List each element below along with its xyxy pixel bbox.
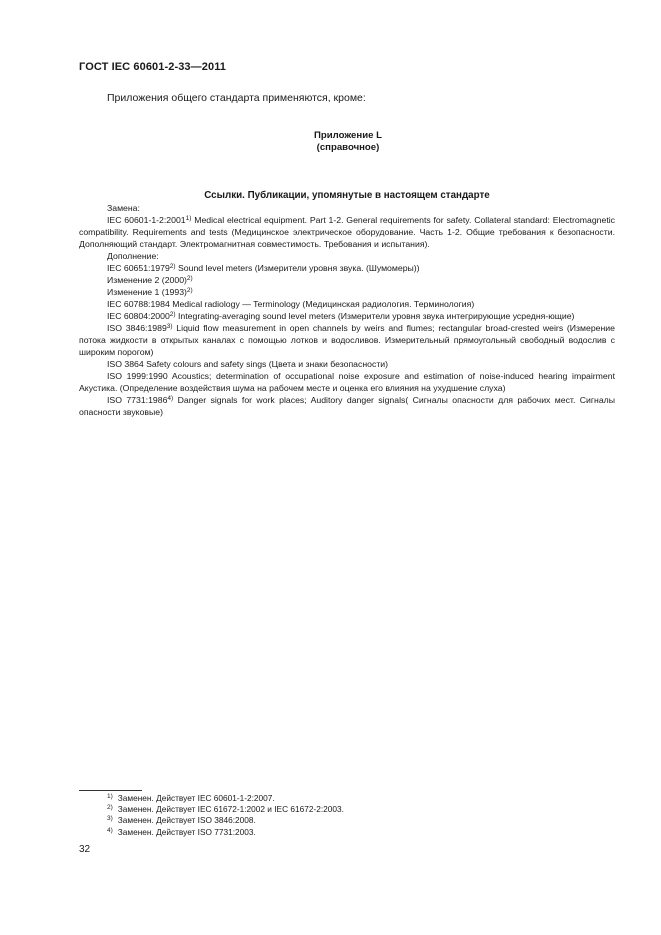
references-heading: Ссылки. Публикации, упомянутые в настоящем стандарте — [204, 190, 490, 201]
reference-title: Acoustics; determination of occupational noise exposure and estimation of noise-induced hearing impairment Акустика. (Определение воздействия шума на рабочем месте и оценка его влияния на ухудшение слуха) — [79, 371, 615, 393]
annex-status: (справочное) — [316, 142, 380, 153]
footnote-text: Заменен. Действует ISO 7731:2003. — [117, 826, 256, 837]
reference-entry — [79, 322, 615, 358]
reference-code: IEC 60601-1-2:2001 — [107, 215, 186, 225]
reference-entry — [79, 262, 615, 274]
reference-title: Danger signals for work places; Auditory danger signals( Сигналы опасности для рабочих мест. Сигналы опасности звуковые) — [79, 395, 615, 417]
reference-code: IEC 60788:1984 — [107, 299, 170, 309]
footnote — [107, 827, 615, 838]
reference-title: Safety colours and safety sings (Цвета и знаки безопасности) — [143, 359, 389, 369]
addition-list — [79, 262, 615, 418]
footnote-text: Заменен. Действует IEC 61672-1:2002 и IEC 61672-2:2003. — [117, 804, 344, 815]
annex-title: Приложение L — [314, 130, 382, 141]
reference-title: Sound level meters (Измерители уровня звука. (Шумомеры)) — [175, 263, 420, 273]
reference-entry — [79, 370, 615, 394]
footnote — [107, 804, 615, 815]
reference-code: IEC 60804:2000 — [107, 311, 170, 321]
reference-code: ISO 3846:1989 — [107, 323, 167, 333]
footnote-mark: 3) — [107, 815, 113, 823]
reference-code: IEC 60651:1979 — [107, 263, 170, 273]
footnote-ref: 2) — [169, 311, 176, 318]
annex-title-block — [300, 130, 396, 154]
reference-code: ISO 1999:1990 — [107, 371, 168, 381]
footnote-ref: 2) — [169, 263, 176, 270]
page-number: 32 — [79, 844, 91, 855]
footnote-ref: 4) — [167, 395, 174, 402]
footnote-text: Заменен. Действует IEC 60601-1-2:2007. — [117, 793, 275, 803]
reference-entry — [79, 394, 615, 418]
replacement-label: Замена: — [107, 203, 140, 213]
reference-entry — [79, 286, 615, 298]
footnote-ref: 3) — [166, 323, 173, 330]
footnote — [107, 815, 615, 826]
footnote-text: Заменен. Действует ISO 3846:2008. — [117, 815, 256, 826]
reference-code: ISO 7731:1986 — [107, 395, 168, 405]
footnotes — [107, 793, 615, 838]
footnote-mark: 4) — [107, 826, 113, 834]
references-body — [79, 202, 615, 418]
reference-entry — [79, 358, 615, 370]
reference-entry — [79, 214, 615, 250]
footnote-mark: 2) — [107, 804, 113, 812]
reference-entry — [79, 298, 615, 310]
footnote-separator — [79, 790, 142, 791]
reference-entry — [79, 274, 615, 286]
standard-header: ГОСТ IEC 60601-2-33—2011 — [79, 61, 227, 73]
reference-title: Medical radiology — Terminology (Медицинская радиология. Терминология) — [169, 299, 475, 309]
replacement-list — [79, 214, 615, 250]
reference-title: Integrating-averaging sound level meters (Измерители уровня звука интегрирующие усредня-ющие) — [175, 311, 575, 321]
footnote — [107, 793, 615, 804]
reference-code: Изменение 2 (2000) — [107, 275, 187, 285]
footnote-ref: 1) — [185, 215, 192, 222]
footnote-mark: 1) — [107, 793, 113, 800]
intro-paragraph: Приложения общего стандарта применяются, кроме: — [107, 92, 366, 104]
addition-label: Дополнение: — [107, 251, 159, 261]
reference-code: ISO 3864 — [107, 359, 144, 369]
reference-entry — [79, 310, 615, 322]
footnote-ref: 2) — [186, 287, 193, 294]
reference-title: Medical electrical equipment. Part 1-2. General requirements for safety. Collateral standard: Electromagnetic compatibility. Requirements and tests (Медицинское электрическое оборудование. Часть 1-2. Общие требования к безопасности. Дополняющий стандарт. Электромагнитная совместимость. Требования и испытания). — [79, 215, 616, 249]
reference-code: Изменение 1 (1993) — [107, 287, 187, 297]
reference-title: Liquid flow measurement in open channels by weirs and flumes; rectangular broad-crested weirs (Измерение потока жидкости в открытых каналах с помощью лотков и водосливов. Измерительный прямоугольный свободный водослив с широким порогом) — [79, 323, 615, 357]
footnote-ref: 2) — [186, 275, 193, 282]
